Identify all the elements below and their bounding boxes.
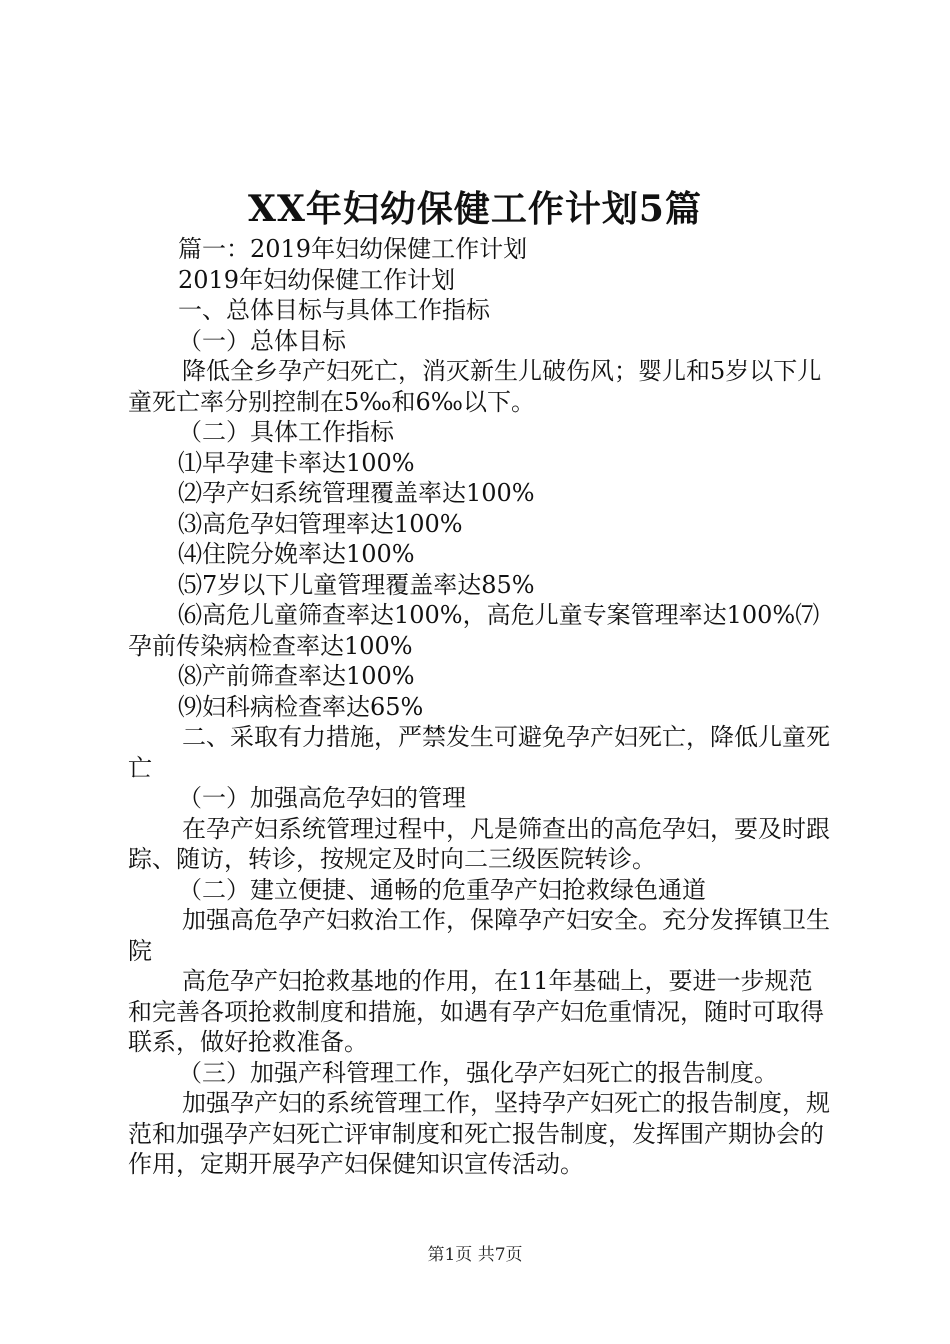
section-heading: 一、总体目标与具体工作指标	[178, 296, 490, 324]
body-paragraph: 高危孕产妇抢救基地的作用，在11年基础上，要进一步规范和完善各项抢救制度和措施，如遇有孕产妇危重情况，随时可取得联系，做好抢救准备。	[128, 967, 824, 1056]
list-item: ⑹高危儿童筛查率达100%，高危儿童专案管理率达100%⑺孕前传染病检查率达100%	[128, 601, 820, 660]
section-heading: 篇一：2019年妇幼保健工作计划	[178, 235, 528, 263]
document-body	[128, 234, 833, 1180]
list-item: ⑷住院分娩率达100%	[178, 540, 415, 568]
body-paragraph: 加强高危孕产妇救治工作，保障孕产妇安全。充分发挥镇卫生院	[128, 906, 830, 965]
page-number-footer: 第1页 共7页	[427, 1245, 523, 1265]
list-item: ⑻产前筛查率达100%	[178, 662, 415, 690]
subtitle: 2019年妇幼保健工作计划	[178, 265, 456, 294]
body-paragraph: 降低全乡孕产妇死亡，消灭新生儿破伤风；婴儿和5岁以下儿童死亡率分别控制在5‰和6‰以下。	[128, 357, 822, 416]
list-item: ⑼妇科病检查率达65%	[178, 692, 424, 721]
subsection-heading: （二）建立便捷、通畅的危重孕产妇抢救绿色通道	[178, 875, 706, 904]
list-item: ⑸7岁以下儿童管理覆盖率达85%	[178, 570, 535, 599]
list-item: ⑴早孕建卡率达100%	[178, 448, 415, 477]
body-paragraph: 加强孕产妇的系统管理工作，坚持孕产妇死亡的报告制度，规范和加强孕产妇死亡评审制度和死亡报告制度，发挥围产期协会的作用，定期开展孕产妇保健知识宣传活动。	[128, 1089, 830, 1178]
subsection-heading: （一）总体目标	[178, 326, 346, 355]
subsection-heading: （一）加强高危孕妇的管理	[178, 784, 466, 812]
subsection-heading: （三）加强产科管理工作，强化孕产妇死亡的报告制度。	[178, 1058, 778, 1087]
subsection-heading: （二）具体工作指标	[178, 418, 394, 446]
list-item: ⑶高危孕妇管理率达100%	[178, 509, 463, 538]
list-item: ⑵孕产妇系统管理覆盖率达100%	[178, 479, 535, 507]
section-heading: 二、采取有力措施，严禁发生可避免孕产妇死亡，降低儿童死亡	[128, 723, 830, 782]
body-paragraph: 在孕产妇系统管理过程中，凡是筛查出的高危孕妇，要及时跟踪、随访，转诊，按规定及时向二三级医院转诊。	[128, 814, 830, 873]
document-title: XX年妇幼保健工作计划5篇	[248, 188, 702, 230]
